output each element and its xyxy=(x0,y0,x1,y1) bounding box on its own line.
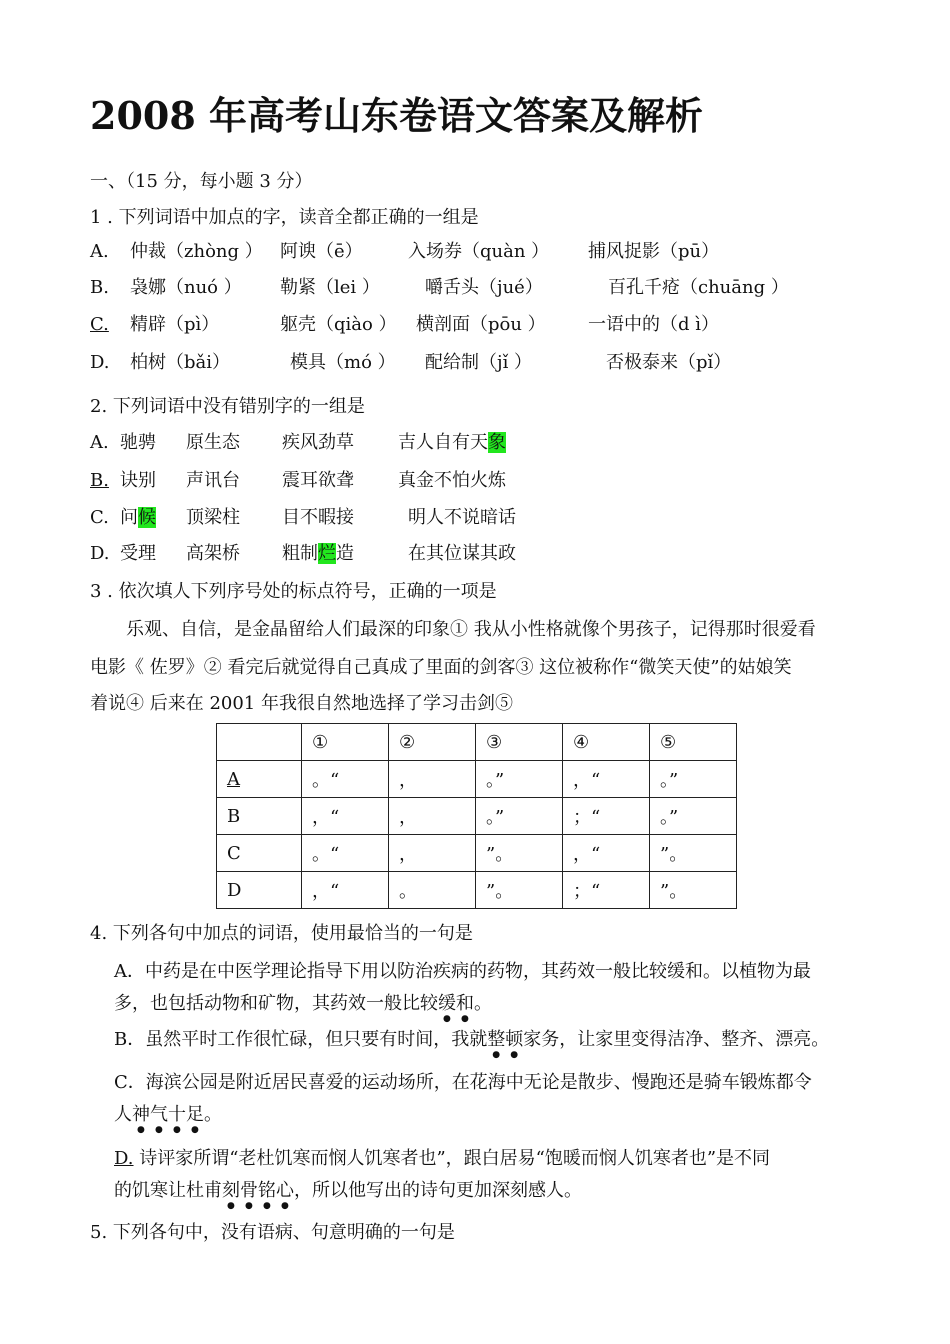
q3-stem: 3 . 依次填人下列序号处的标点符号，正确的一项是 xyxy=(90,581,497,602)
q2-a-item: 疾风劲草 xyxy=(282,432,354,453)
table-cell: 。 xyxy=(389,872,476,909)
q4-option-a-line: 多，也包括动物和矿物，其药效一般比较缓和。 xyxy=(114,993,492,1014)
table-cell: ；“ xyxy=(563,872,650,909)
q4-option-c-line: 人神气十足。 xyxy=(114,1104,222,1125)
table-header-cell: ⑤ xyxy=(650,724,737,761)
row-label: D xyxy=(217,872,302,909)
q4-d-letter-answer: D. xyxy=(114,1148,134,1169)
dotted-word: 整顿 xyxy=(487,1029,524,1050)
table-cell: ”。 xyxy=(650,872,737,909)
row-label-answer: A xyxy=(217,761,302,798)
q1-b-item: 袅娜（nuó ） xyxy=(130,277,242,298)
q1-d-item: 模具（mó ） xyxy=(290,352,396,373)
q2-c-item: 目不暇接 xyxy=(282,507,354,528)
q2-b-item: 声讯台 xyxy=(186,470,240,491)
table-cell: ， xyxy=(389,798,476,835)
table-row xyxy=(217,798,737,835)
q3-passage-line: 乐观、自信，是金晶留给人们最深的印象① 我从小性格就像个男孩子，记得那时很爱看 xyxy=(126,619,816,640)
q2-d-item: 在其位谋其政 xyxy=(408,543,516,564)
q1-a-item: 捕风捉影（pū） xyxy=(588,241,720,262)
q2-d-item: 高架桥 xyxy=(186,543,240,564)
table-cell: ”。 xyxy=(476,872,563,909)
table-cell: 。” xyxy=(476,761,563,798)
table-row xyxy=(217,835,737,872)
table-header-cell: ③ xyxy=(476,724,563,761)
q2-b-letter-answer: B. xyxy=(90,470,109,491)
q2-c-letter: C. xyxy=(90,507,109,528)
q4-option-d-line: 的饥寒让杜甫刻骨铭心，所以他写出的诗句更加深刻感人。 xyxy=(114,1180,582,1201)
q1-c-item: 精辟（pì） xyxy=(130,314,220,335)
table-row xyxy=(217,761,737,798)
q1-stem: 1 . 下列词语中加点的字，读音全都正确的一组是 xyxy=(90,207,479,228)
q2-b-item: 真金不怕火炼 xyxy=(398,470,506,491)
q4-option-d-line: D. 诗评家所谓“老杜饥寒而悯人饥寒者也”，跟白居易“饱暖而悯人饥寒者也”是不同 xyxy=(114,1148,771,1169)
q2-a-item: 驰骋 xyxy=(120,432,156,453)
q1-b-item: 百孔千疮（chuāng ） xyxy=(608,277,789,298)
q5-stem: 5. 下列各句中，没有语病、句意明确的一句是 xyxy=(90,1222,455,1243)
q2-c-item: 顶梁柱 xyxy=(186,507,240,528)
table-cell: ，“ xyxy=(563,761,650,798)
table-cell: 。” xyxy=(650,761,737,798)
q1-c-item: 横剖面（pōu ） xyxy=(416,314,546,335)
q4-stem: 4. 下列各句中加点的词语，使用最恰当的一句是 xyxy=(90,923,473,944)
q2-a-letter: A. xyxy=(90,432,109,453)
dotted-word: 刻骨铭心 xyxy=(222,1180,294,1201)
q4-option-b-line: B．虽然平时工作很忙碌，但只要有时间，我就整顿家务，让家里变得洁净、整齐、漂亮。 xyxy=(114,1029,830,1050)
q2-c-item-first: 问候 xyxy=(120,507,156,528)
section-heading: 一、（15 分，每小题 3 分） xyxy=(90,171,313,192)
highlighted-char: 烂 xyxy=(318,543,336,564)
q2-b-item: 诀别 xyxy=(120,470,156,491)
q1-c-item: 躯壳（qiào ） xyxy=(280,314,397,335)
q3-options-table xyxy=(216,723,737,909)
q4-option-c-line: C．海滨公园是附近居民喜爱的运动场所，在花海中无论是散步、慢跑还是骑车锻炼都令 xyxy=(114,1072,812,1093)
table-cell: ；“ xyxy=(563,798,650,835)
q2-d-item-mid: 粗制烂造 xyxy=(282,543,354,564)
table-cell xyxy=(217,724,302,761)
q2-c-item: 明人不说暗话 xyxy=(408,507,516,528)
q1-c-item: 一语中的（d ì） xyxy=(588,314,720,335)
q1-c-letter-answer: C. xyxy=(90,314,109,335)
table-row xyxy=(217,872,737,909)
q4-option-a-line: A．中药是在中医学理论指导下用以防治疾病的药物，其药效一般比较缓和。以植物为最 xyxy=(114,961,811,982)
table-cell: 。” xyxy=(650,798,737,835)
table-cell: ， xyxy=(389,761,476,798)
q1-b-item: 嚼舌头（jué） xyxy=(425,277,543,298)
table-cell: ”。 xyxy=(476,835,563,872)
q3-passage-line: 着说④ 后来在 2001 年我很自然地选择了学习击剑⑤ xyxy=(90,693,513,714)
table-cell: ”。 xyxy=(650,835,737,872)
table-cell: 。” xyxy=(476,798,563,835)
table-cell: ，“ xyxy=(563,835,650,872)
q2-stem: 2. 下列词语中没有错别字的一组是 xyxy=(90,396,365,417)
table-cell: ，“ xyxy=(302,798,389,835)
table-header-cell: ② xyxy=(389,724,476,761)
q1-d-letter: D. xyxy=(90,352,110,373)
row-label: C xyxy=(217,835,302,872)
row-label: B xyxy=(217,798,302,835)
table-header-cell: ④ xyxy=(563,724,650,761)
q1-d-item: 柏树（bǎi） xyxy=(130,352,231,373)
q1-a-item: 仲裁（zhòng ） xyxy=(130,241,263,262)
q2-d-item: 受理 xyxy=(120,543,156,564)
table-header-cell: ① xyxy=(302,724,389,761)
dotted-word: 神气十足 xyxy=(132,1104,204,1125)
table-cell: ， xyxy=(389,835,476,872)
q1-a-item: 阿谀（ē） xyxy=(280,241,363,262)
q1-a-letter: A. xyxy=(90,241,109,262)
q1-b-letter: B. xyxy=(90,277,109,298)
q2-a-item-last: 吉人自有天象 xyxy=(398,432,506,453)
highlighted-char: 候 xyxy=(138,507,156,528)
q2-d-letter: D. xyxy=(90,543,110,564)
highlighted-char: 象 xyxy=(488,432,506,453)
q2-a-item: 原生态 xyxy=(186,432,240,453)
q1-a-item: 入场券（quàn ） xyxy=(408,241,550,262)
page-title: 2008 年高考山东卷语文答案及解析 xyxy=(90,93,703,138)
table-cell: 。“ xyxy=(302,835,389,872)
dotted-word: 缓和 xyxy=(438,993,474,1014)
q3-passage-line: 电影《 佐罗》② 看完后就觉得自己真成了里面的剑客③ 这位被称作“微笑天使”的姑娘笑 xyxy=(90,657,792,678)
q1-d-item: 配给制（jǐ ） xyxy=(425,352,533,373)
table-cell: 。“ xyxy=(302,761,389,798)
q2-b-item: 震耳欲聋 xyxy=(282,470,354,491)
q1-b-item: 勒紧（lei ） xyxy=(280,277,380,298)
table-header-row xyxy=(217,724,737,761)
table-cell: ，“ xyxy=(302,872,389,909)
q1-d-item: 否极泰来（pǐ） xyxy=(606,352,732,373)
